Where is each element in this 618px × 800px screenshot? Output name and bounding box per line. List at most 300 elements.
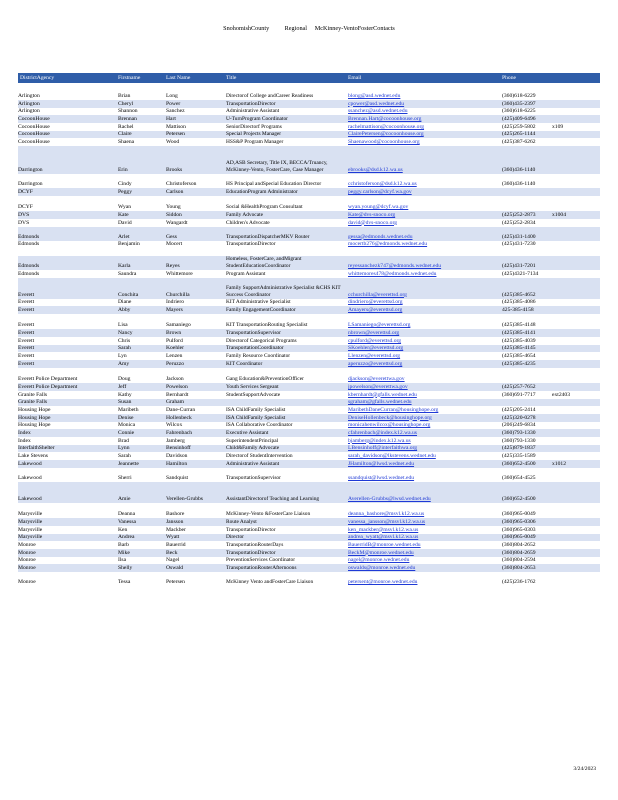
cell-title: TransportationDirector bbox=[226, 526, 276, 533]
cell-title: TransportationRouterDays bbox=[226, 541, 284, 548]
cell-email[interactable]: rachelmattison@cocoonhouse.org bbox=[348, 123, 425, 130]
cell-phone: 425-385-4158 bbox=[502, 307, 534, 313]
cell-email[interactable]: vanessa_jansson@msvl.k12.wa.us bbox=[348, 518, 426, 525]
cell-district: Everett bbox=[18, 322, 35, 329]
cell-first-name: Chris bbox=[118, 337, 131, 344]
cell-email[interactable]: peggy.carlson@dcyf.wa.gov bbox=[348, 188, 412, 195]
cell-district: DVS bbox=[18, 219, 30, 226]
cell-phone: (360)652-4500 bbox=[502, 460, 536, 467]
table-row bbox=[18, 452, 600, 460]
cell-phone: (425)236-1762 bbox=[502, 578, 536, 585]
cell-email[interactable]: BeckM@monroe.wednet.edu bbox=[348, 549, 414, 556]
cell-last-name: Petersen bbox=[166, 131, 185, 138]
cell-title: Youth Services Sergeant bbox=[226, 383, 279, 390]
cell-email[interactable]: cpulford@everettsd.org bbox=[348, 337, 402, 344]
cell-email[interactable]: Brennan.Hart@cocoonhouse.org bbox=[348, 116, 422, 123]
cell-title: Directorof College andCareer Readiness bbox=[226, 93, 314, 99]
cell-district: DVS bbox=[18, 211, 30, 218]
table-row bbox=[18, 482, 600, 503]
table-row bbox=[18, 227, 600, 241]
cell-district: DCYF bbox=[18, 188, 33, 195]
cell-district: Darrington bbox=[18, 181, 43, 188]
cell-email[interactable]: ClairePetersen@cocoonhouse.org bbox=[348, 131, 424, 138]
table-row bbox=[18, 211, 600, 219]
cell-first-name: Lisa bbox=[118, 322, 128, 329]
cell-last-name: Young bbox=[166, 204, 181, 211]
cell-last-name: Brooks bbox=[166, 167, 183, 174]
cell-first-name: Amie bbox=[118, 495, 131, 502]
cell-phone: (206)249-6834 bbox=[502, 422, 536, 429]
cell-district: Monroe bbox=[18, 541, 36, 548]
cell-district: Monroe bbox=[18, 557, 36, 564]
cell-first-name: Denise bbox=[118, 414, 134, 421]
cell-last-name: Petersen bbox=[166, 578, 185, 585]
cell-phone: (360)691-7717 bbox=[502, 391, 536, 398]
cell-email[interactable]: Kate@dvs-snoco.org bbox=[348, 211, 396, 218]
cell-email[interactable]: DeniseHollenbeck@housinghope.org bbox=[348, 414, 432, 421]
cell-last-name: Christoferson bbox=[166, 181, 197, 188]
cell-first-name: David bbox=[118, 219, 132, 226]
cell-first-name: Cheryl bbox=[118, 100, 134, 107]
cell-title: TransportationDirector bbox=[226, 241, 276, 248]
table-row bbox=[18, 86, 600, 100]
cell-email[interactable]: sgraham@gfalls.wednet.edu bbox=[348, 399, 412, 406]
header-phone: Phone bbox=[502, 75, 516, 81]
cell-last-name: Jamberg bbox=[166, 437, 185, 444]
cell-first-name: Rachel bbox=[118, 123, 134, 130]
cell-last-name: Bernhardt bbox=[166, 391, 189, 398]
cell-phone: (360)618-6229 bbox=[502, 93, 536, 99]
cell-title: KIT Administrative Specialist bbox=[226, 299, 291, 306]
cell-last-name: Mackber bbox=[166, 526, 186, 533]
cell-email[interactable]: LSamaniego@everettsd.org bbox=[348, 322, 411, 329]
cell-last-name: Bashore bbox=[166, 511, 185, 518]
cell-last-name: Sanchez bbox=[166, 108, 185, 115]
cell-first-name: Amy bbox=[118, 360, 130, 367]
cell-district: Granite Falls bbox=[18, 391, 48, 398]
cell-phone: (425)265-1144 bbox=[502, 131, 536, 138]
cell-district: Darrington bbox=[18, 167, 43, 174]
table-row bbox=[18, 376, 600, 384]
cell-last-name: Siddon bbox=[166, 211, 182, 218]
cell-first-name: Cindy bbox=[118, 181, 132, 188]
cell-first-name: Claire bbox=[118, 131, 132, 138]
cell-phone: (425)431-7201 bbox=[502, 262, 536, 269]
table-row bbox=[18, 352, 600, 360]
cell-district: Edmonds bbox=[18, 262, 40, 269]
cell-district: Granite Falls bbox=[18, 399, 48, 406]
cell-phone: (425)205-2414 bbox=[502, 406, 536, 413]
cell-phone: (425)385-4086 bbox=[502, 299, 536, 306]
cell-email[interactable]: Llenzen@everettsd.org bbox=[348, 353, 401, 360]
cell-last-name: Koehler bbox=[166, 345, 185, 352]
cell-title: SeniorDirectorf Programs bbox=[226, 123, 282, 130]
cell-email[interactable]: nagel@monroe.wednet.edu bbox=[348, 557, 410, 564]
cell-email[interactable]: bjamberg@index.k12.wa.us bbox=[348, 437, 411, 444]
table-row bbox=[18, 256, 600, 270]
cell-email[interactable]: djackson@everettwa.gov bbox=[348, 376, 405, 383]
cell-first-name: Kate bbox=[118, 211, 129, 218]
cell-phone: (360)793-1330 bbox=[502, 430, 536, 436]
cell-district: Monroe bbox=[18, 564, 36, 571]
cell-district: Housing Hope bbox=[18, 414, 51, 421]
cell-phone: (360)435-2397 bbox=[502, 100, 536, 107]
cell-email[interactable]: whittemores478@edmonds.wednet.edu bbox=[348, 270, 437, 277]
cell-first-name: Nancy bbox=[118, 330, 133, 337]
cell-first-name: Tessa bbox=[118, 578, 131, 585]
cell-phone: (360)804-2594 bbox=[502, 557, 536, 564]
cell-last-name: Lenzen bbox=[166, 353, 183, 360]
cell-first-name: Karla bbox=[118, 262, 131, 269]
cell-email[interactable]: cchurchilla@everettsd.org bbox=[348, 291, 407, 298]
cell-district: Everett bbox=[18, 337, 35, 344]
cell-phone: (425)335-1589 bbox=[502, 453, 536, 460]
table-row bbox=[18, 437, 600, 445]
table-row bbox=[18, 322, 600, 330]
table-row bbox=[18, 534, 600, 542]
cell-phone: (425)385-4654 bbox=[502, 353, 536, 360]
cell-phone: (360)793-1330 bbox=[502, 437, 536, 444]
cell-email[interactable]: ebrooks@dsd.k12.wa.us bbox=[348, 167, 403, 174]
cell-last-name: Davidson bbox=[166, 453, 188, 460]
table-row bbox=[18, 399, 600, 407]
cell-first-name: Barb bbox=[118, 541, 129, 548]
cell-first-name: Deanna bbox=[118, 511, 136, 518]
cell-title: TransportationCoordinator bbox=[226, 345, 284, 352]
cell-first-name: Saundra bbox=[118, 270, 137, 277]
table-row bbox=[18, 383, 600, 391]
cell-phone: (425)431-7230 bbox=[502, 241, 536, 248]
cell-title: Administrative Assistant bbox=[226, 108, 280, 115]
cell-phone: (360)436-1140 bbox=[502, 181, 536, 188]
table-row bbox=[18, 115, 600, 123]
cell-title: Child&Family Advocate bbox=[226, 445, 280, 452]
cell-email[interactable]: nbrown@everettsd.org bbox=[348, 330, 400, 337]
cell-email[interactable]: blong@asd.wednet.edu bbox=[348, 93, 401, 99]
cell-phone: (360)804-2659 bbox=[502, 549, 536, 556]
cell-first-name: Conchita bbox=[118, 291, 139, 298]
cell-last-name: Long bbox=[166, 93, 178, 99]
cell-district: Arlington bbox=[18, 100, 40, 107]
cell-last-name: Hamilton bbox=[166, 460, 188, 467]
cell-title: McKinney-Vento &FosterCare Liaison bbox=[226, 511, 311, 518]
table-row bbox=[18, 445, 600, 453]
table-row bbox=[18, 329, 600, 337]
cell-first-name: Jeff bbox=[118, 383, 127, 390]
cell-email[interactable]: ken_mackber@msvl.k12.wa.us bbox=[348, 526, 419, 533]
cell-first-name: Shelly bbox=[118, 564, 133, 571]
cell-district: Lakewood bbox=[18, 460, 42, 467]
cell-extension: x109 bbox=[552, 123, 564, 130]
header-first-name: Firstname bbox=[118, 75, 141, 81]
cell-district: Everett bbox=[18, 353, 35, 360]
cell-district: Housing Hope bbox=[18, 422, 51, 429]
cell-first-name: Sarah bbox=[118, 453, 131, 460]
cell-district: Marysville bbox=[18, 518, 43, 525]
cell-last-name: Fahrenbach bbox=[166, 430, 193, 436]
table-row bbox=[18, 345, 600, 353]
table-row bbox=[18, 572, 600, 586]
cell-extension: x1012 bbox=[552, 460, 566, 467]
cell-phone: (360)652-4500 bbox=[502, 495, 536, 502]
cell-district: Everett bbox=[18, 345, 35, 352]
table-row bbox=[18, 460, 600, 468]
cell-email[interactable]: Amayers@everettsd.org bbox=[348, 307, 403, 313]
cell-email[interactable]: JHamilton@lwsd.wednet.edu bbox=[348, 460, 415, 467]
cell-district: CocoonHouse bbox=[18, 116, 50, 123]
cell-last-name: Jackson bbox=[166, 376, 184, 383]
cell-email[interactable]: oswalds@monroe.wednet.edu bbox=[348, 564, 416, 571]
cell-district: CocoonHouse bbox=[18, 131, 50, 138]
cell-first-name: Vanessa bbox=[118, 518, 137, 525]
cell-phone: (425)431-1400 bbox=[502, 233, 536, 240]
header-title: Title bbox=[226, 75, 237, 81]
cell-phone: (360)965-0049 bbox=[502, 534, 536, 541]
cell-extension: ext2403 bbox=[552, 391, 571, 398]
cell-phone: (425)320-0278 bbox=[502, 414, 536, 421]
cell-first-name: Maribeth bbox=[118, 406, 139, 413]
cell-email[interactable]: cpower@asd.wednet.edu bbox=[348, 100, 405, 107]
cell-district: Marysville bbox=[18, 511, 43, 518]
cell-district: Edmonds bbox=[18, 270, 40, 277]
cell-last-name: Churchilla bbox=[166, 291, 190, 298]
cell-phone: (425)252-2873 bbox=[502, 211, 536, 218]
cell-title: PreventionServices Coordinator bbox=[226, 557, 296, 564]
table-row bbox=[18, 278, 600, 299]
table-row bbox=[18, 549, 600, 557]
cell-extension: x1004 bbox=[552, 211, 566, 218]
cell-phone: (425)385-4145 bbox=[502, 345, 536, 352]
cell-last-name: Verellen-Grubbs bbox=[166, 495, 203, 502]
cell-phone: (360)654-4525 bbox=[502, 474, 536, 481]
table-row bbox=[18, 360, 600, 368]
cell-last-name: Mocert bbox=[166, 241, 183, 248]
cell-last-name: Oswald bbox=[166, 564, 184, 571]
cell-phone: (425)385-4039 bbox=[502, 337, 536, 344]
cell-email[interactable]: BauerridB@monroe.wednet.edu bbox=[348, 541, 421, 548]
cell-email[interactable]: wyan.young@dcyf.wa.gov bbox=[348, 204, 409, 211]
cell-email[interactable]: andrea_wyatt@msvl.k12.wa.us bbox=[348, 534, 419, 541]
cell-title: Director bbox=[226, 534, 244, 541]
table-row bbox=[18, 146, 600, 174]
cell-title: Executive Assistant bbox=[226, 430, 269, 436]
cell-last-name: Pulford bbox=[166, 337, 183, 344]
cell-last-name: Power bbox=[166, 100, 181, 107]
cell-title: ISA ChildFamily Specialist bbox=[226, 414, 286, 421]
cell-title: Administrative Assistant bbox=[226, 460, 280, 467]
table-row bbox=[18, 564, 600, 572]
blank-row bbox=[18, 248, 600, 256]
cell-email[interactable]: MaribethDaneCurran@housinghope.org bbox=[348, 406, 439, 413]
cell-phone: (425)257-7652 bbox=[502, 383, 536, 390]
cell-email[interactable]: jpowelson@everettwa.gov bbox=[348, 383, 408, 390]
cell-title: KIT TransportationRouting Specialist bbox=[226, 322, 308, 329]
cell-last-name: Wangardt bbox=[166, 219, 188, 226]
cell-first-name: Mike bbox=[118, 549, 130, 556]
cell-phone: (360)436-1140 bbox=[502, 167, 536, 174]
cell-last-name: Mattison bbox=[166, 123, 186, 130]
cell-email[interactable]: reyessanchezk747@edmonds.wednet.edu bbox=[348, 262, 442, 269]
cell-district: Marysville bbox=[18, 534, 43, 541]
table-row bbox=[18, 414, 600, 422]
cell-email[interactable]: Averellen-Grubbs@lwsd.wednet.edu bbox=[348, 495, 431, 502]
cell-email[interactable]: ssandquist@lwsd.wednet.edu bbox=[348, 474, 415, 481]
cell-phone: (425)879-1837 bbox=[502, 445, 536, 452]
table-row bbox=[18, 541, 600, 549]
cell-first-name: Shannon bbox=[118, 108, 138, 115]
cell-district: Everett Police Department bbox=[18, 383, 78, 390]
cell-title: Family Resource Coordinator bbox=[226, 353, 291, 360]
cell-email[interactable]: david@dvs-snoco.org bbox=[348, 219, 398, 226]
cell-email[interactable]: dindriero@everettsd.org bbox=[348, 299, 403, 306]
cell-first-name: Lyn bbox=[118, 353, 127, 360]
cell-title: Directorof StudentIntervention bbox=[226, 453, 293, 460]
cell-district: Edmonds bbox=[18, 241, 40, 248]
cell-first-name: Erin bbox=[118, 167, 128, 174]
table-row bbox=[18, 270, 600, 278]
cell-first-name: Abby bbox=[118, 307, 131, 313]
cell-district: Everett bbox=[18, 299, 35, 306]
cell-email[interactable]: petersent@monroe.wednet.edu bbox=[348, 578, 418, 585]
cell-email[interactable]: mocertb276@edmonds.wednet.edu bbox=[348, 241, 428, 248]
cell-title: TransportationDispatcherMKV Router bbox=[226, 233, 310, 240]
cell-title: StudentSupportAdvocate bbox=[226, 391, 281, 398]
cell-last-name: Dane-Curran bbox=[166, 406, 196, 413]
cell-last-name: Jansson bbox=[166, 518, 184, 525]
document-title: SnohomishCounty Regional McKinney-VentoFosterContacts bbox=[223, 25, 395, 32]
cell-phone: (425)385-4652 bbox=[502, 291, 536, 298]
cell-phone: (360)965-0306 bbox=[502, 518, 536, 525]
table-row bbox=[18, 131, 600, 139]
cell-title: SuperintendentPrincipal bbox=[226, 437, 279, 444]
cell-title: AssistantDirectorof Teaching and Learning bbox=[226, 495, 320, 502]
cell-email[interactable]: cchristoferson@dsd.k12.wa.us bbox=[348, 181, 417, 188]
cell-last-name: Nagel bbox=[166, 557, 180, 564]
cell-last-name: Brown bbox=[166, 330, 182, 337]
cell-last-name: Peruzzo bbox=[166, 360, 185, 367]
cell-last-name: Reyes bbox=[166, 262, 180, 269]
cell-last-name: Bensinhoff bbox=[166, 445, 191, 452]
table-row bbox=[18, 188, 600, 196]
cell-title: ISA Collaborative Coordinator bbox=[226, 422, 293, 429]
cell-title: HSS&P Program Manager bbox=[226, 139, 284, 146]
cell-district: Monroe bbox=[18, 549, 36, 556]
cell-last-name: Powelson bbox=[166, 383, 188, 390]
cell-district: CocoonHouse bbox=[18, 123, 50, 130]
cell-email[interactable]: sarah_davidson@lkstevens.wednet.edu bbox=[348, 453, 436, 460]
cell-title: EducationProgram Administrator bbox=[226, 188, 298, 195]
cell-district: Everett bbox=[18, 307, 35, 313]
document-date: 3/24/2023 bbox=[573, 766, 596, 772]
cell-district: Everett bbox=[18, 360, 35, 367]
table-row bbox=[18, 219, 600, 227]
cell-email[interactable]: aperuzzo@everettsd.org bbox=[348, 360, 403, 367]
table-row bbox=[18, 123, 600, 131]
cell-district: DCYF bbox=[18, 204, 33, 211]
cell-district: Edmonds bbox=[18, 233, 40, 240]
cell-first-name: Ilsa bbox=[118, 557, 127, 564]
cell-first-name: Susan bbox=[118, 399, 132, 406]
cell-first-name: Kathy bbox=[118, 391, 132, 398]
table-row bbox=[18, 468, 600, 482]
cell-first-name: Benjamin bbox=[118, 241, 140, 248]
blank-row bbox=[18, 503, 600, 511]
cell-district: Housing Hope bbox=[18, 406, 51, 413]
cell-email[interactable]: cfahrenbach@index.k12.wa.us bbox=[348, 430, 417, 436]
cell-email[interactable]: ssanchez@asd.wednet.edu bbox=[348, 108, 408, 115]
cell-first-name: Brian bbox=[118, 93, 131, 99]
cell-last-name: Graham bbox=[166, 399, 185, 406]
cell-phone: (360)804-2652 bbox=[502, 541, 536, 548]
cell-email[interactable]: kbernhardt@gfalls.wednet.edu bbox=[348, 391, 417, 398]
cell-phone: (425)387-6262 bbox=[502, 139, 536, 146]
cell-title: Program Assistant bbox=[226, 270, 266, 277]
cell-district: Marysville bbox=[18, 526, 43, 533]
table-row bbox=[18, 510, 600, 518]
header-last-name: Last Name bbox=[166, 75, 191, 81]
table-row bbox=[18, 108, 600, 116]
cell-title: KIT Coordinator bbox=[226, 360, 263, 367]
cell-phone: (360)965-0303 bbox=[502, 526, 536, 533]
cell-email[interactable]: LBensinhoff@interfaithwa.org bbox=[348, 445, 418, 452]
cell-phone: (425)252-2834 bbox=[502, 219, 536, 226]
cell-email[interactable]: monicahenwilcox@housinghope.org bbox=[348, 422, 431, 429]
cell-last-name: Samaniego bbox=[166, 322, 191, 329]
header-email: Email bbox=[348, 75, 362, 81]
table-row bbox=[18, 391, 600, 399]
cell-first-name: Connie bbox=[118, 430, 135, 436]
cell-title: HS Principal andSpecial Education Director bbox=[226, 181, 322, 188]
cell-district: CocoonHouse bbox=[18, 139, 50, 146]
cell-phone: (425)259-5802 bbox=[502, 123, 536, 130]
cell-district: Arlington bbox=[18, 93, 40, 99]
cell-title: Family SupportAdministrative Specialist &CHS KIT Success Coordinator bbox=[226, 284, 341, 298]
contacts-table bbox=[18, 86, 600, 586]
cell-title: Family Advocate bbox=[226, 211, 263, 218]
table-row bbox=[18, 100, 600, 108]
table-row bbox=[18, 138, 600, 146]
table-row bbox=[18, 241, 600, 249]
cell-phone: (425)385-4148 bbox=[502, 322, 536, 329]
cell-district: Index bbox=[18, 430, 31, 436]
cell-district: Everett bbox=[18, 291, 35, 298]
table-row bbox=[18, 174, 600, 188]
table-row bbox=[18, 422, 600, 430]
cell-title: TransportationSupervisor bbox=[226, 330, 281, 337]
cell-email[interactable]: gessa@edmonds.wednet.edu bbox=[348, 233, 413, 240]
cell-district: InterfaithShelter bbox=[18, 445, 55, 452]
cell-first-name: Arlet bbox=[118, 233, 130, 240]
cell-district: Arlington bbox=[18, 108, 40, 115]
cell-first-name: Sarah bbox=[118, 345, 131, 352]
cell-title: Homeless, FosterCare, andMigrant StudentEducationCoordinator bbox=[226, 255, 302, 269]
cell-first-name: Monica bbox=[118, 422, 136, 429]
cell-first-name: Brennan bbox=[118, 116, 137, 123]
cell-phone: (425)4321-7134 bbox=[502, 270, 539, 277]
cell-title: McKinney Vento andFosterCare Liaison bbox=[226, 578, 314, 585]
cell-title: Children's Advocate bbox=[226, 219, 270, 226]
table-row bbox=[18, 518, 600, 526]
cell-title: Route Analyst bbox=[226, 518, 257, 525]
cell-title: TransportationRouterAfternoons bbox=[226, 564, 297, 571]
cell-email[interactable]: SKoehler@everettsd.org bbox=[348, 345, 404, 352]
cell-title: Gang Education&PreventionOfficer bbox=[226, 376, 304, 383]
table-row bbox=[18, 204, 600, 212]
cell-phone: (425)409-6496 bbox=[502, 116, 536, 123]
cell-last-name: Hollenbeck bbox=[166, 414, 192, 421]
cell-email[interactable]: Shaenawood@cocoonhouse.org bbox=[348, 139, 420, 146]
cell-email[interactable]: deanna_bashore@msvl.k12.wa.us bbox=[348, 511, 425, 518]
